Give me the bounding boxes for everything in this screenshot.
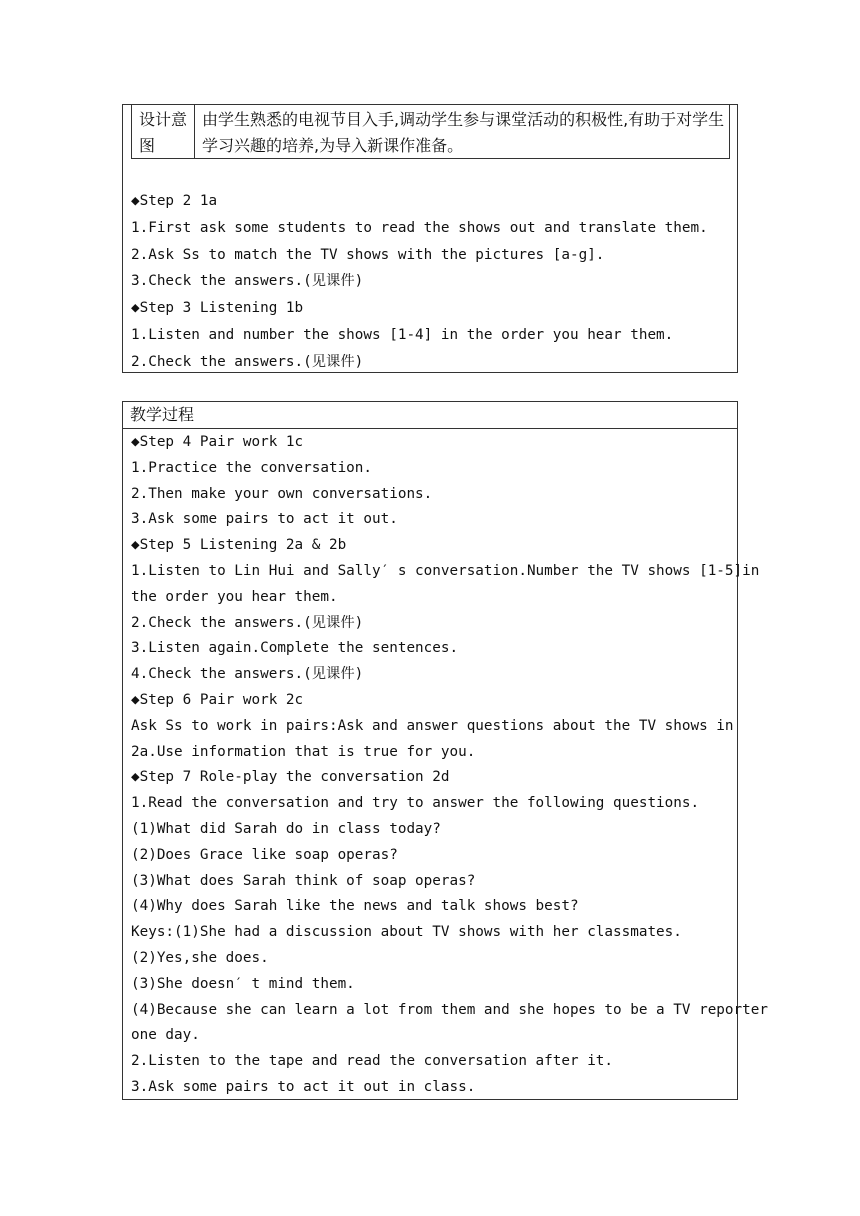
text-line: 1.First ask some students to read the shows out and translate them. <box>131 219 708 236</box>
section1-steps <box>131 188 708 376</box>
text-line: 2.Check the answers.(见课件) <box>131 353 364 370</box>
text-line: the order you hear them. <box>131 588 338 605</box>
text-line: 3.Ask some pairs to act it out in class. <box>131 1078 476 1095</box>
text-line: 2.Ask Ss to match the TV shows with the pictures [a-g]. <box>131 246 605 263</box>
text-line: 2.Check the answers.(见课件) <box>131 614 364 631</box>
text-line: ◆Step 6 Pair work 2c <box>131 691 304 708</box>
text-line: (3)She doesn′ t mind them. <box>131 975 355 992</box>
text-line: Keys:(1)She had a discussion about TV shows with her classmates. <box>131 924 682 941</box>
text-line: (1)What did Sarah do in class today? <box>131 820 441 837</box>
text-line: (2)Does Grace like soap operas? <box>131 846 398 863</box>
text-line: 4.Check the answers.(见课件) <box>131 666 364 683</box>
design-intent-table <box>131 104 730 159</box>
text-line: one day. <box>131 1027 200 1044</box>
text-line: ◆Step 4 Pair work 1c <box>131 434 304 450</box>
text-line: 1.Read the conversation and try to answer the following questions. <box>131 795 700 812</box>
text-line: ◆Step 3 Listening 1b <box>131 300 304 317</box>
text-line: 3.Ask some pairs to act it out. <box>131 511 398 528</box>
text-line: ◆Step 5 Listening 2a & 2b <box>131 537 347 554</box>
text-line: (2)Yes,she does. <box>131 949 269 966</box>
design-intent-text: 由学生熟悉的电视节目入手,调动学生参与课堂活动的积极性,有助于对学生学习兴趣的培养,为导入新课作准备。 <box>202 110 725 155</box>
text-line: 2a.Use information that is true for you. <box>131 743 476 760</box>
text-line: (4)Because she can learn a lot from them and she hopes to be a TV reporter <box>131 1001 768 1018</box>
text-line: 2.Listen to the tape and read the conversation after it. <box>131 1053 614 1070</box>
text-line: (3)What does Sarah think of soap operas? <box>131 872 476 889</box>
text-line: 3.Check the answers.(见课件) <box>131 273 364 290</box>
text-line: (4)Why does Sarah like the news and talk shows best? <box>131 898 579 915</box>
text-line: 2.Then make your own conversations. <box>131 485 433 502</box>
section2-steps <box>131 430 768 1101</box>
text-line: Ask Ss to work in pairs:Ask and answer questions about the TV shows in <box>131 717 734 734</box>
text-line: 3.Listen again.Complete the sentences. <box>131 640 459 657</box>
text-line: 1.Practice the conversation. <box>131 459 373 476</box>
text-line: 1.Listen to Lin Hui and Sally′ s conversation.Number the TV shows [1-5]in <box>131 562 760 579</box>
teaching-process-header: 教学过程 <box>122 401 738 429</box>
text-line: 1.Listen and number the shows [1-4] in the order you hear them. <box>131 326 674 343</box>
design-intent-label: 设计意图 <box>132 105 195 158</box>
text-line: ◆Step 7 Role-play the conversation 2d <box>131 769 450 786</box>
text-line: ◆Step 2 1a <box>131 193 218 209</box>
